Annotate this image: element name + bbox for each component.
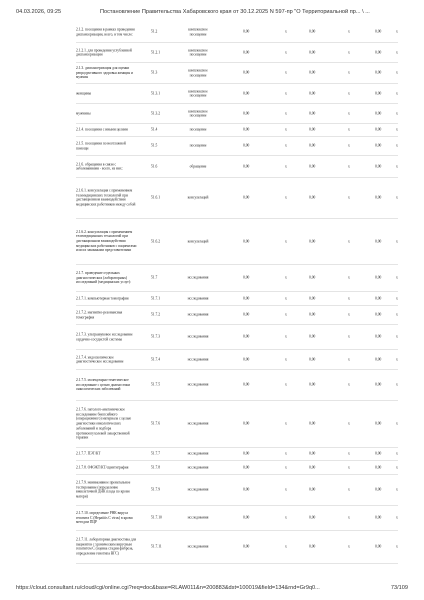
row-name: 2.1.7.5. молекулярно-генетическое исследование с целью диагностики онкологических заболеваний: [76, 377, 131, 392]
row-value: 0,00: [309, 296, 316, 301]
row-name: 2.1.6. обращения в связи с заболеваниями - всего, из них:: [76, 161, 123, 171]
row-name: 2.1.6.2. консультация с применением телемедицинских технологий при дистанционном взаимодействии медицинских работников с пациентами или их законными представителями: [76, 229, 137, 253]
row-value: 0,00: [375, 296, 382, 301]
row-value: 0,00: [375, 275, 382, 280]
row-unit: исследования: [187, 357, 209, 362]
row-value: 0,00: [243, 357, 250, 362]
row-unit: исследования: [187, 334, 209, 339]
row-unit: консультаций: [187, 239, 209, 244]
row-name: 2.1.7.4. эндоскопическое диагностическое исследование: [76, 354, 124, 364]
row-x: x: [285, 296, 287, 301]
table-row: [76, 178, 398, 219]
row-name: 2.1.7.11. лабораторная диагностика для пациентов с хроническим вирусным гепатитом С (оценка стадии фиброза, определение генотипа ВГС): [76, 537, 137, 556]
row-unit: комплексное посещение: [188, 27, 208, 36]
row-code: 51.4: [151, 127, 158, 132]
row-value: 0,00: [309, 544, 316, 549]
volume-table: [76, 22, 398, 564]
row-x: x: [285, 465, 287, 470]
row-x: x: [396, 239, 398, 244]
row-code: 51.7.11: [151, 544, 162, 549]
row-name: 2.1.7.9. неинвазивное пренатальное тестирование (определение внеклеточной ДНК плода по крови матери): [76, 480, 131, 499]
row-value: 0,00: [309, 334, 316, 339]
row-value: 0,00: [375, 334, 382, 339]
row-x: x: [396, 515, 398, 520]
row-value: 0,00: [375, 465, 382, 470]
row-value: 0,00: [375, 544, 382, 549]
table-row: [76, 63, 398, 84]
row-name: мужчины: [76, 111, 91, 116]
row-name: 2.1.7.3. ультразвуковое исследование сердечно-сосудистой системы: [76, 332, 133, 341]
row-x: x: [396, 334, 398, 339]
row-value: 0,00: [375, 421, 382, 426]
row-name: 2.1.4. посещения с иными целями: [76, 127, 128, 132]
row-value: 0,00: [243, 239, 250, 244]
row-value: 0,00: [309, 195, 316, 200]
row-unit: исследования: [187, 312, 209, 317]
row-code: 51.7.10: [151, 515, 162, 520]
row-unit: комплексное посещение: [188, 47, 208, 57]
row-code: 51.5: [151, 143, 158, 148]
document-url: https://cloud.consultant.ru/cloud/cgi/online.cgi?req=doc&base=RLAW011&n=200883&dst=100019&field=134&rnd=Gr9q0...: [16, 585, 320, 591]
table-row: [76, 137, 398, 156]
row-x: x: [396, 544, 398, 549]
row-value: 0,00: [243, 334, 250, 339]
row-value: 0,00: [375, 382, 382, 387]
row-code: 51.7.4: [151, 357, 160, 362]
row-x: x: [348, 29, 350, 34]
row-unit: исследования: [187, 421, 209, 426]
row-x: x: [348, 357, 350, 362]
table-row: [76, 325, 398, 350]
row-unit: исследования: [187, 275, 209, 280]
row-x: x: [285, 143, 287, 148]
row-code: 51.3.2: [151, 111, 160, 116]
row-value: 0,00: [309, 275, 316, 280]
row-name: 2.1.7.1. компьютерная томография: [76, 296, 129, 301]
row-code: 51.7.3: [151, 334, 160, 339]
row-value: 0,00: [243, 127, 250, 132]
row-x: x: [285, 357, 287, 362]
row-value: 0,00: [243, 195, 250, 200]
row-code: 51.7: [151, 275, 158, 280]
row-value: 0,00: [243, 111, 250, 116]
row-x: x: [348, 111, 350, 116]
row-x: x: [348, 164, 350, 169]
row-x: x: [285, 275, 287, 280]
row-code: 51.6: [151, 164, 158, 169]
row-code: 51.7.1: [151, 296, 160, 301]
row-value: 0,00: [243, 451, 250, 456]
row-value: 0,00: [375, 515, 382, 520]
table-row: [76, 124, 398, 137]
row-x: x: [348, 70, 350, 75]
row-value: 0,00: [309, 487, 316, 492]
row-value: 0,00: [309, 111, 316, 116]
row-value: 0,00: [243, 70, 250, 75]
row-value: 0,00: [375, 357, 382, 362]
row-value: 0,00: [375, 164, 382, 169]
row-value: 0,00: [375, 127, 382, 132]
row-name: женщины: [76, 91, 91, 96]
row-value: 0,00: [309, 127, 316, 132]
table-row: [76, 292, 398, 306]
document-title: Постановление Правительства Хабаровского края от 30.12.2025 N 597-пр "О Территориальной пр... \ ...: [100, 9, 370, 15]
row-x: x: [348, 465, 350, 470]
row-value: 0,00: [309, 70, 316, 75]
table-row: [76, 306, 398, 325]
row-x: x: [348, 296, 350, 301]
table-row: [76, 401, 398, 448]
row-x: x: [348, 451, 350, 456]
row-x: x: [396, 70, 398, 75]
row-code: 51.7.7: [151, 451, 160, 456]
row-x: x: [396, 195, 398, 200]
row-x: x: [348, 143, 350, 148]
row-x: x: [348, 275, 350, 280]
row-x: x: [396, 50, 398, 55]
row-value: 0,00: [243, 164, 250, 169]
row-code: 51.7.8: [151, 465, 160, 470]
row-value: 0,00: [243, 275, 250, 280]
print-datetime: 04.03.2026, 09:25: [16, 9, 62, 15]
row-unit: исследования: [187, 544, 209, 549]
table-row: [76, 350, 398, 370]
table-row: [76, 156, 398, 178]
row-value: 0,00: [375, 29, 382, 34]
row-x: x: [348, 334, 350, 339]
row-value: 0,00: [375, 91, 382, 96]
table-row: [76, 265, 398, 292]
row-value: 0,00: [309, 164, 316, 169]
row-x: x: [285, 421, 287, 426]
row-value: 0,00: [309, 451, 316, 456]
row-name: 2.1.7.8. ОФЭКТ/КТ/сцинтиграфия: [76, 465, 129, 470]
row-x: x: [396, 111, 398, 116]
row-code: 51.7.6: [151, 421, 160, 426]
row-unit: исследования: [187, 296, 209, 301]
table-row: [76, 370, 398, 401]
row-x: x: [348, 382, 350, 387]
row-value: 0,00: [309, 465, 316, 470]
row-x: x: [396, 357, 398, 362]
row-value: 0,00: [243, 544, 250, 549]
row-name: 2.1.7.6. патолого-анатомическое исследование биопсийного (операционного) материала с целью диагностики онкологических заболеваний и подбора противоопухолевой лекарственной терапии: [76, 407, 132, 440]
row-x: x: [285, 91, 287, 96]
row-x: x: [348, 421, 350, 426]
row-x: x: [396, 143, 398, 148]
row-x: x: [285, 487, 287, 492]
row-value: 0,00: [309, 382, 316, 387]
row-x: x: [285, 70, 287, 75]
row-unit: консультаций: [187, 195, 209, 200]
row-x: x: [285, 195, 287, 200]
row-name: 2.1.7.2. магнитно-резонансная томография: [76, 310, 123, 319]
page-header: [10, 9, 414, 19]
row-x: x: [348, 127, 350, 132]
row-value: 0,00: [309, 143, 316, 148]
row-value: 0,00: [243, 382, 250, 387]
row-code: 51.7.9: [151, 487, 160, 492]
table-row: [76, 475, 398, 506]
row-value: 0,00: [243, 143, 250, 148]
page-number: 73/109: [390, 585, 408, 591]
row-x: x: [348, 91, 350, 96]
row-x: x: [285, 111, 287, 116]
table-row: [76, 506, 398, 531]
row-value: 0,00: [309, 312, 316, 317]
row-code: 51.7.2: [151, 312, 160, 317]
row-x: x: [285, 334, 287, 339]
row-x: x: [396, 296, 398, 301]
row-value: 0,00: [243, 465, 250, 470]
row-value: 0,00: [309, 91, 316, 96]
row-unit: обращение: [189, 164, 207, 169]
row-unit: исследования: [187, 451, 209, 456]
table-row: [76, 43, 398, 63]
row-unit: посещение: [189, 143, 207, 148]
row-value: 0,00: [309, 515, 316, 520]
page-footer: [10, 585, 414, 595]
row-x: x: [348, 544, 350, 549]
row-name: 2.1.5. посещения по неотложной помощи: [76, 141, 126, 150]
row-x: x: [396, 29, 398, 34]
row-value: 0,00: [243, 50, 250, 55]
table-row: [76, 84, 398, 104]
row-x: x: [285, 312, 287, 317]
row-value: 0,00: [309, 239, 316, 244]
row-x: x: [396, 312, 398, 317]
row-x: x: [285, 382, 287, 387]
row-name: 2.1.7. проведение отдельных диагностических (лабораторных) исследований (медицинских услуг):: [76, 270, 132, 285]
row-value: 0,00: [243, 515, 250, 520]
row-x: x: [396, 421, 398, 426]
row-value: 0,00: [309, 421, 316, 426]
row-name: 2.1.2.1. для проведения углубленной диспансеризации: [76, 47, 132, 57]
row-value: 0,00: [375, 312, 382, 317]
row-value: 0,00: [375, 239, 382, 244]
row-x: x: [285, 127, 287, 132]
row-unit: комплексное посещение: [188, 88, 208, 98]
row-x: x: [348, 515, 350, 520]
row-value: 0,00: [375, 195, 382, 200]
row-code: 51.6.2: [151, 239, 160, 244]
row-code: 51.2.1: [151, 50, 160, 55]
row-code: 51.2: [151, 29, 158, 34]
row-unit: комплексное посещение: [188, 68, 208, 77]
row-value: 0,00: [375, 451, 382, 456]
row-value: 0,00: [375, 487, 382, 492]
row-code: 51.7.5: [151, 382, 160, 387]
row-unit: исследования: [187, 382, 209, 387]
row-value: 0,00: [375, 143, 382, 148]
row-x: x: [396, 127, 398, 132]
row-value: 0,00: [243, 312, 250, 317]
row-name: 2.1.6.1. консультация с применением телемедицинских технологий при дистанционном взаимодействии медицинских работников между собой: [76, 188, 136, 207]
row-unit: исследования: [187, 515, 209, 520]
row-value: 0,00: [243, 29, 250, 34]
row-x: x: [348, 312, 350, 317]
row-x: x: [348, 50, 350, 55]
row-unit: посещение: [189, 127, 207, 132]
row-name: 2.1.7.10. определение РНК вируса гепатита С (Hepatitis C virus) в крови методом ПЦР: [76, 510, 133, 525]
table-row: [76, 461, 398, 475]
row-x: x: [285, 164, 287, 169]
row-value: 0,00: [243, 296, 250, 301]
row-x: x: [348, 195, 350, 200]
row-value: 0,00: [375, 70, 382, 75]
row-unit: исследования: [187, 465, 209, 470]
row-value: 0,00: [309, 50, 316, 55]
row-x: x: [396, 275, 398, 280]
row-unit: комплексное посещение: [188, 108, 208, 118]
row-x: x: [348, 487, 350, 492]
row-name: 2.1.2. посещения в рамках проведения диспансеризации, всего, в том числе:: [76, 27, 135, 36]
table-row: [76, 448, 398, 461]
table-row: [76, 104, 398, 124]
row-value: 0,00: [309, 29, 316, 34]
table-row: [76, 531, 398, 564]
row-value: 0,00: [309, 357, 316, 362]
row-value: 0,00: [243, 421, 250, 426]
row-code: 51.3.1: [151, 91, 160, 96]
row-x: x: [285, 29, 287, 34]
row-unit: исследования: [187, 487, 209, 492]
row-x: x: [285, 544, 287, 549]
row-value: 0,00: [243, 487, 250, 492]
row-x: x: [396, 91, 398, 96]
row-x: x: [285, 239, 287, 244]
row-x: x: [396, 487, 398, 492]
row-name: 2.1.3. диспансеризация для оценки репродуктивного здоровья женщин и мужчин: [76, 65, 133, 80]
row-x: x: [396, 451, 398, 456]
row-value: 0,00: [375, 111, 382, 116]
row-x: x: [396, 164, 398, 169]
row-x: x: [396, 465, 398, 470]
table-row: [76, 219, 398, 265]
row-x: x: [285, 50, 287, 55]
table-row: [76, 22, 398, 43]
row-value: 0,00: [243, 91, 250, 96]
row-value: 0,00: [375, 50, 382, 55]
row-code: 51.3: [151, 70, 158, 75]
row-x: x: [396, 382, 398, 387]
row-x: x: [348, 239, 350, 244]
row-code: 51.6.1: [151, 195, 160, 200]
row-name: 2.1.7.7. ПЭТ/КТ: [76, 451, 101, 456]
row-x: x: [285, 451, 287, 456]
row-x: x: [285, 515, 287, 520]
